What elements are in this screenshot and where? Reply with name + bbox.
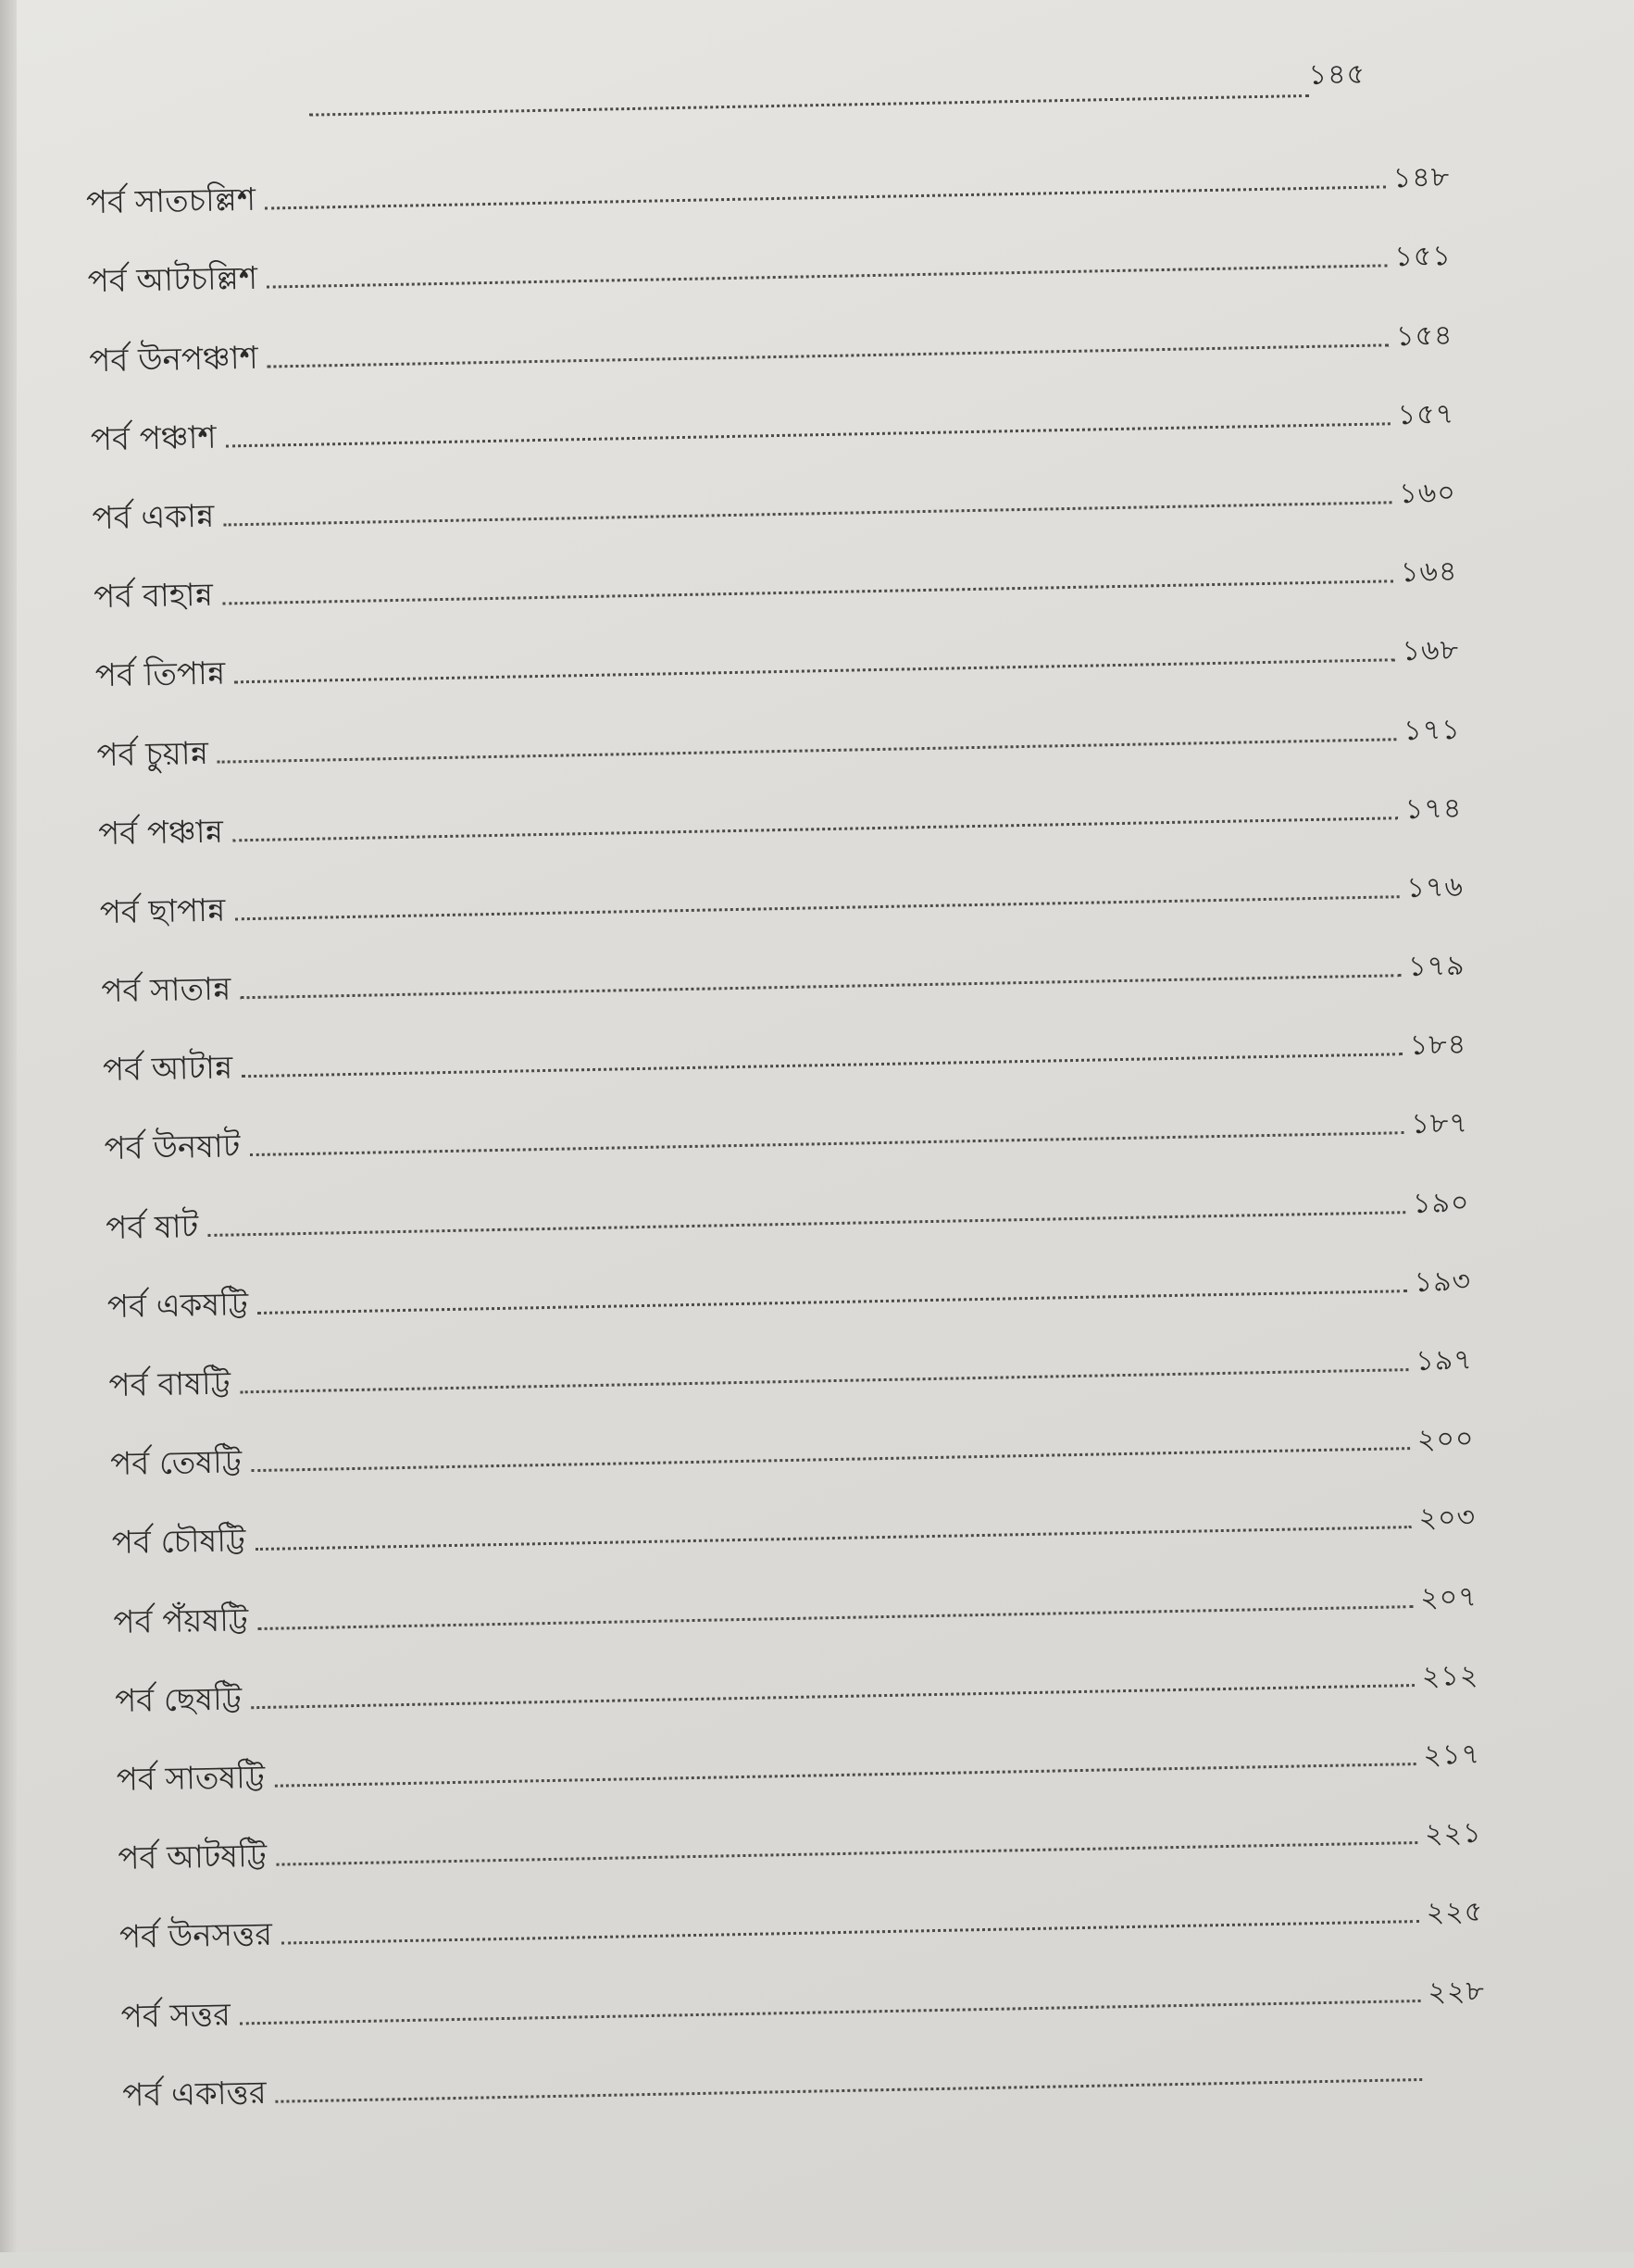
toc-entry-page: ১৫৪ — [1395, 318, 1453, 353]
toc-entry-title: পর্ব একাত্তর — [121, 2074, 267, 2114]
toc-entry-page: ১৪৮ — [1392, 161, 1451, 195]
toc-entry-title: পর্ব ছেষট্টি — [114, 1680, 243, 1720]
toc-entry-page: ১৭৯ — [1407, 949, 1466, 984]
toc-entry-title: পর্ব একষট্টি — [106, 1285, 249, 1326]
toc-entry-page: ১৬৮ — [1402, 634, 1460, 668]
toc-entry-page: ২১৭ — [1423, 1738, 1481, 1772]
toc-entry-title: পর্ব উনষাট — [104, 1128, 241, 1168]
toc-entry-title: পর্ব একান্ন — [92, 497, 215, 538]
toc-entry-title: পর্ব উনসত্তর — [118, 1916, 273, 1957]
toc-entry-page: ১৯৭ — [1415, 1343, 1474, 1377]
toc-entry-page: ১৮৭ — [1411, 1107, 1469, 1141]
toc-entry-title: পর্ব চৌষট্টি — [111, 1522, 246, 1563]
toc-list — [85, 118, 1503, 2115]
toc-entry-title: পর্ব বাহান্ন — [93, 576, 214, 617]
toc-entry-page: ২২৫ — [1426, 1895, 1484, 1930]
leader-dots — [309, 94, 1309, 117]
toc-entry-title: পর্ব আটষট্টি — [117, 1838, 268, 1878]
toc-entry-page: ১৭৪ — [1404, 791, 1463, 826]
toc-entry-page: ১৬৪ — [1400, 555, 1458, 590]
toc-entry-page: ১৭৬ — [1406, 870, 1465, 904]
toc-entry-title: পর্ব সাতচল্লিশ — [85, 181, 256, 222]
toc-entry-title: পর্ব চুয়ান্ন — [96, 734, 209, 774]
toc-entry-title: পর্ব পঞ্চাশ — [90, 418, 217, 459]
toc-entry-title: পর্ব সত্তর — [120, 1996, 231, 2036]
toc-entry-page: ২০৩ — [1418, 1502, 1477, 1536]
toc-entry-page: ১৮৪ — [1409, 1028, 1467, 1063]
toc-entry-page: ২০৭ — [1419, 1580, 1478, 1614]
toc-entry-title: পর্ব আটচল্লিশ — [87, 260, 258, 301]
toc-entry-page: ২২১ — [1424, 1816, 1482, 1851]
toc-entry-title: পর্ব ছাপান্ন — [99, 891, 226, 932]
leader-dots — [276, 2078, 1422, 2103]
toc-entry-title: পর্ব ষাট — [105, 1207, 199, 1247]
toc-entry-page: ১৭১ — [1403, 713, 1462, 747]
toc-entry-title: পর্ব উনপঞ্চাশ — [88, 339, 259, 380]
toc-entry-page: ২০০ — [1416, 1422, 1475, 1457]
toc-entry-title: পর্ব সাতষট্টি — [116, 1758, 266, 1799]
toc-entry-title: পর্ব তেষট্টি — [109, 1443, 243, 1484]
toc-page-number-continued: ১৪৫ — [1308, 57, 1366, 92]
toc-entry-page: ১৯০ — [1412, 1186, 1470, 1220]
toc-entry-title: পর্ব বাষট্টি — [108, 1365, 231, 1405]
toc-entry-page: ২১২ — [1421, 1659, 1479, 1693]
toc-entry-page: ১৬০ — [1398, 476, 1457, 511]
toc-entry-title: পর্ব পঞ্চান্ন — [97, 813, 224, 853]
toc-entry-page: ১৯৩ — [1414, 1265, 1472, 1299]
toc-entry-title: পর্ব পঁয়ষট্টি — [113, 1601, 249, 1641]
toc-entry-title: পর্ব আটান্ন — [102, 1049, 233, 1090]
toc-entry-page: ১৫৭ — [1397, 397, 1455, 431]
toc-entry-title: পর্ব তিপান্ন — [94, 654, 226, 695]
toc-entry-title: পর্ব সাতান্ন — [100, 970, 231, 1011]
toc-entry-page: ১৫১ — [1394, 240, 1453, 274]
toc-entry-page: ২২৮ — [1428, 1975, 1486, 2009]
toc-entry-page — [1429, 2088, 1502, 2089]
